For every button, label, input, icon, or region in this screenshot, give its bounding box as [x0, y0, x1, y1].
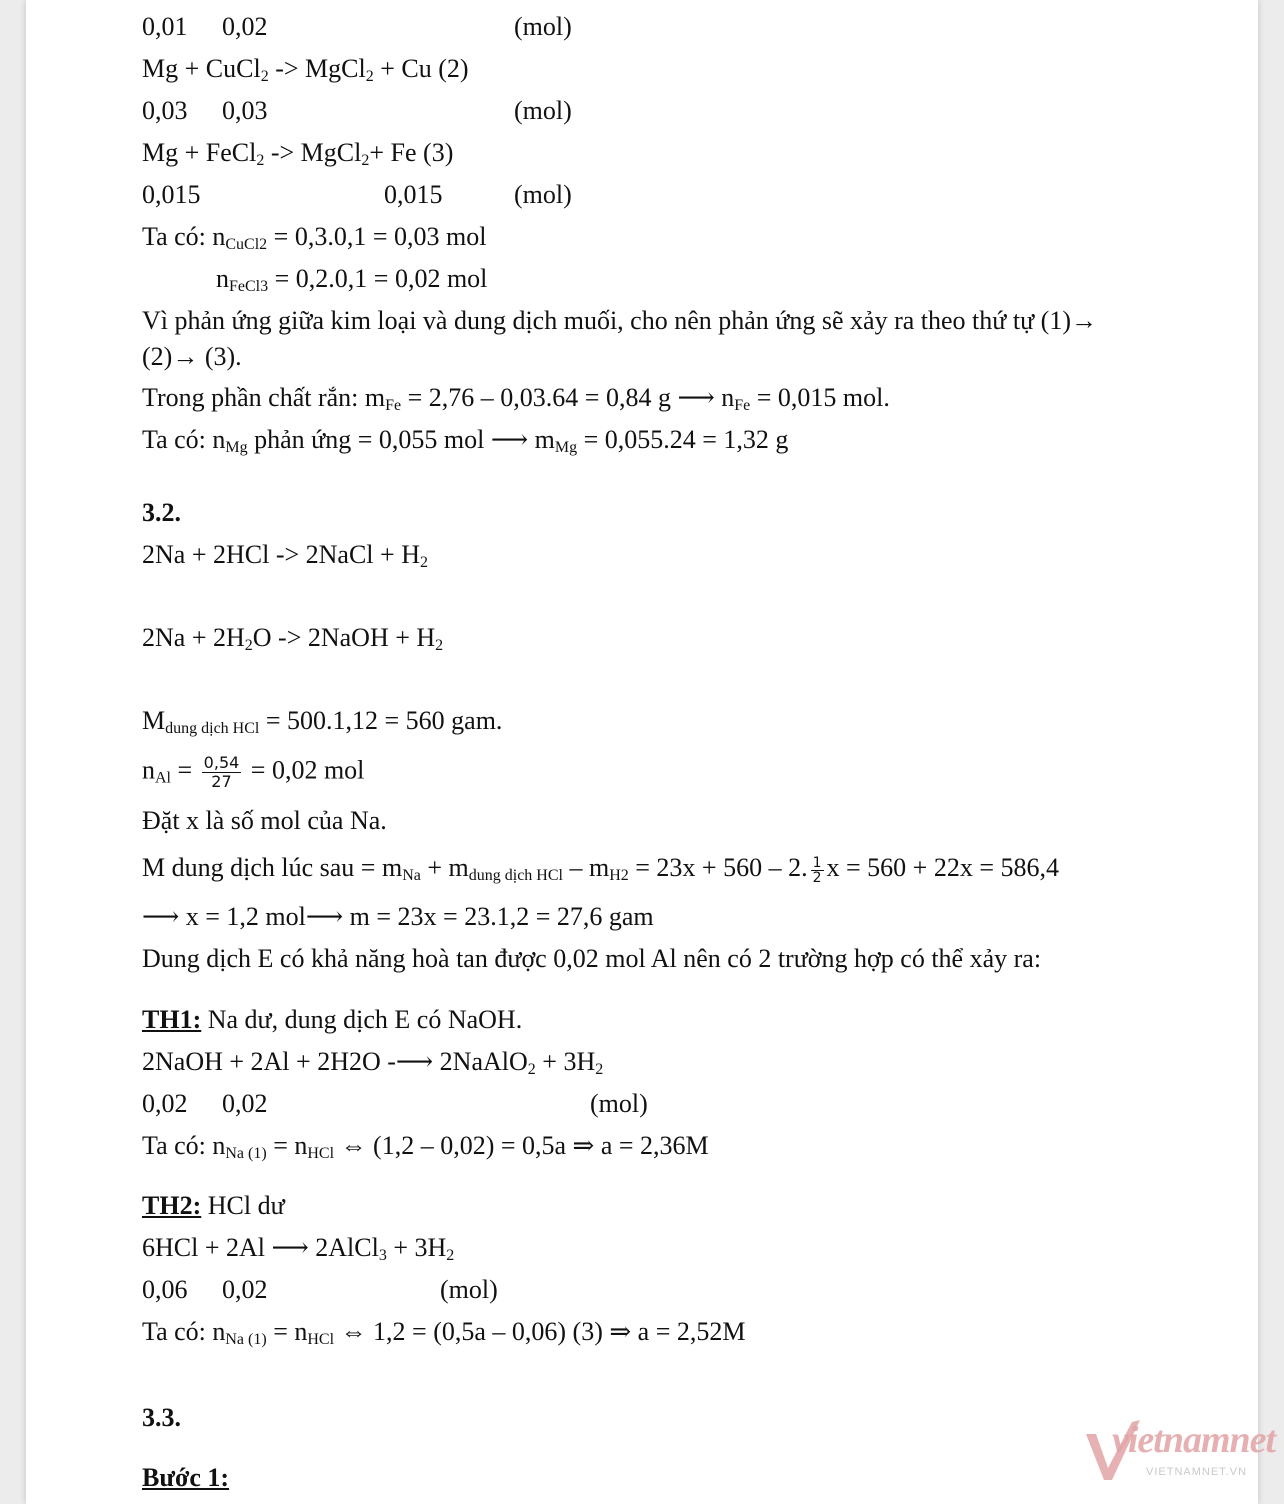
- case-2-line: TH2: HCl dư: [142, 1191, 285, 1220]
- case-1-line: TH1: Na dư, dung dịch E có NaOH.: [142, 1005, 523, 1034]
- section-heading-3-2: 3.2.: [142, 498, 181, 527]
- x-result-line: ⟶ x = 1,2 mol⟶ m = 23x = 23.1,2 = 27,6 gam: [142, 902, 654, 931]
- order-line-1: Vì phản ứng giữa kim loại và dung dịch muối, cho nên phản ứng sẽ xảy ra theo thứ tự (1)→: [142, 306, 1097, 335]
- equation-mg-fecl2: Mg + FeCl$_2$ -> MgCl$_2$+ Fe (3): [142, 138, 454, 169]
- solid-part-line: Trong phần chất rắn: $m_{Fe} = 2,76 - 0,03.64 = 0,84$ g ⟶ $n_{Fe} = 0,015$ mol.: [142, 383, 890, 414]
- let-x-line: Đặt x là số mol của Na.: [142, 806, 387, 835]
- equation-mg-cucl2: Mg + CuCl$_2$ -> MgCl$_2$ + Cu (2): [142, 54, 469, 85]
- n-mg-line: Ta có: $n_{Mg}$ phản ứng = 0,055 mol ⟶ $m_{Mg} = 0,055.24 = 1,32$ g: [142, 425, 789, 456]
- n-al-line: $n_{Al}$ = $\frac{0,54}{27}$ = 0,02 mol: [142, 753, 365, 791]
- order-line-2: (2)→ (3).: [142, 342, 242, 371]
- n-cucl2-line: Ta có: $n_{CuCl2} = 0,3.0,1 = 0,03$ mol: [142, 222, 487, 253]
- case-2-result: Ta có: $n_{Na (1)} = n_{HCl}$ ⇔ 1,2 = (0,5a – 0,06) (3) ⇒ a = 2,52M: [142, 1317, 746, 1348]
- equation-naoh-al: 2NaOH + 2Al + 2H2O -⟶ 2NaAlO$_2$ + $3H_2$: [142, 1047, 604, 1078]
- vietnamnet-watermark: vietnamnet VIETNAMNET.VN: [1082, 1416, 1267, 1486]
- step-1-heading: Bước 1:: [142, 1463, 230, 1492]
- case-1-result: Ta có: $n_{Na (1)} = n_{HCl}$ ⇔ (1,2 – 0,02) = 0,5a ⇒ a = 2,36M: [142, 1131, 709, 1162]
- equation-hcl-al: 6HCl + 2Al ⟶ 2AlCl$_3$ + $3H_2$: [142, 1233, 455, 1264]
- section-heading-3-3: 3.3.: [142, 1403, 181, 1432]
- n-fecl3-line: $n_{FeCl3} = 0,2.0,1 = 0,02$ mol: [216, 264, 488, 295]
- mass-after-line: M dung dịch lúc sau = $m_{Na} + m_{dung dịch HCl} - m_{H2} = 23x + 560 - 2$. $\frac{1}{2}$ x = 560 + 22x = 586,4: [142, 853, 1060, 886]
- fraction-half: $\frac{1}{2}$: [812, 854, 822, 886]
- equation-na-hcl: 2Na + 2HCl -> 2NaCl + $H_2$: [142, 540, 428, 571]
- solution-e-line: Dung dịch E có khả năng hoà tan được 0,02 mol Al nên có 2 trường hợp có thể xảy ra:: [142, 944, 1042, 973]
- mass-hcl-solution: $M_{dung dịch HCl} = 500.1,12 = 560$ gam.: [142, 706, 503, 737]
- equation-na-h2o: $2Na + 2H_2O$ -> 2NaOH + $H_2$: [142, 623, 444, 654]
- fraction-al: $\frac{0,54}{27}$: [203, 753, 240, 791]
